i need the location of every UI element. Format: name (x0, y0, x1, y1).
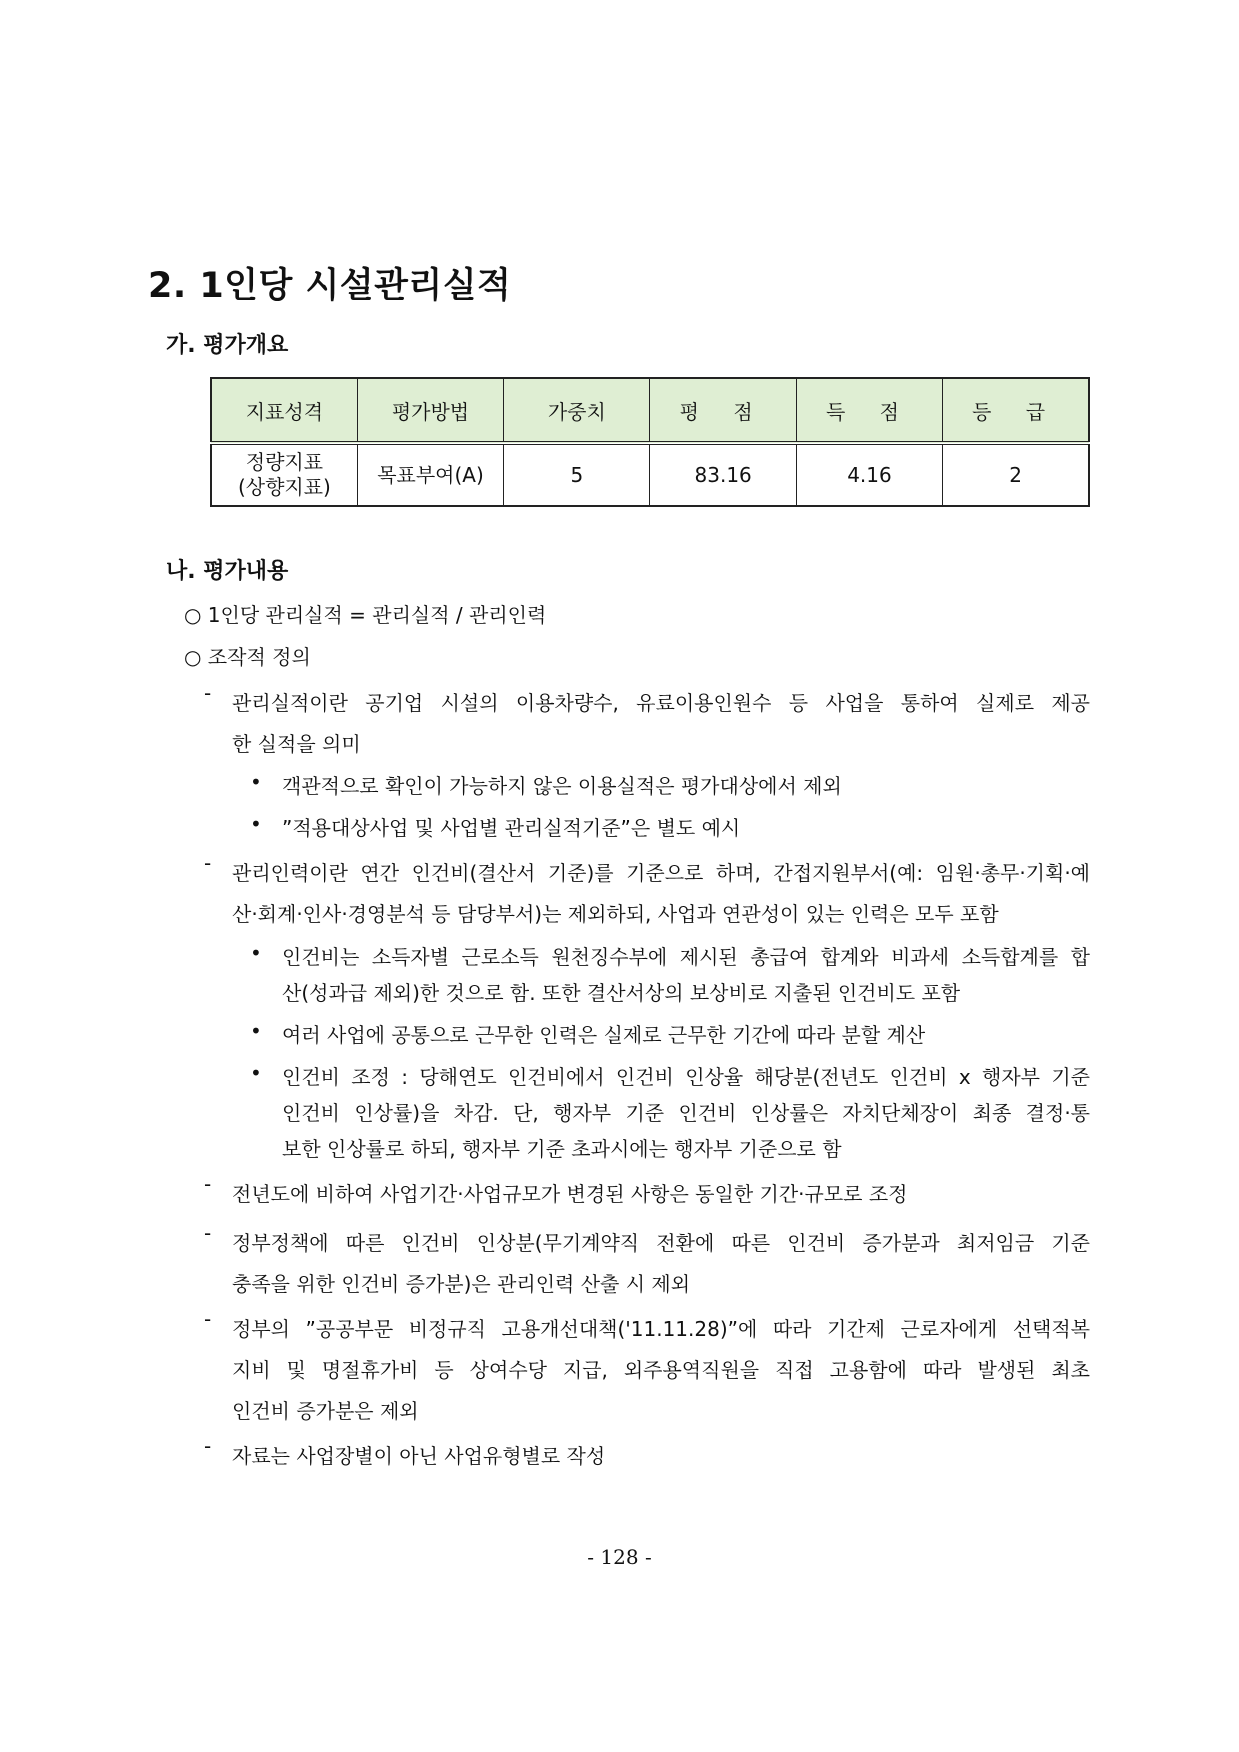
nature-line-1: 정량지표 (245, 450, 324, 474)
dash-2-line-2: 산·회계·인사·경영분석 등 담당부서)는 제외하되, 사업과 연관성이 있는 인력은 모두 포함 (232, 902, 999, 926)
bullet-2 (252, 812, 1090, 841)
dash-6-text: - 자료는 사업장별이 아닌 사업유형별로 작성 (232, 1444, 606, 1468)
bullet-1-text: • 객관적으로 확인이 가능하지 않은 이용실적은 평가대상에서 제외 (282, 774, 842, 798)
definition-dash-4 (208, 1227, 1090, 1256)
table-row (211, 443, 1089, 506)
definition-dash-6 (208, 1440, 1090, 1469)
dash-2-line-1: - 관리인력이란 연간 인건비(결산서 기준)를 기준으로 하며, 간접지원부서(예: 임원·총무·기획·예 (232, 861, 1090, 885)
definition-dash-5 (208, 1313, 1090, 1342)
bullet-2-text: • ”적용대상사업 및 사업별 관리실적기준”은 별도 예시 (282, 816, 741, 840)
dash-4-line-2: 충족을 위한 인건비 증가분)은 관리인력 산출 시 제외 (232, 1272, 691, 1296)
bullet-5-line-2: 인건비 인상률)을 차감. 단, 행자부 기준 인건비 인상률은 자치단체장이 최종 결정·통 (282, 1101, 1090, 1125)
header-score: 득 점 (796, 378, 942, 443)
dash-5-line-2: 지비 및 명절휴가비 등 상여수당 지급, 외주용역직원을 직접 고용함에 따라 발생된 최초 (232, 1358, 1090, 1382)
bullet-3 (252, 941, 1090, 970)
dash-5-line-1: - 정부의 ”공공부문 비정규직 고용개선대책('11.11.28)”에 따라 기간제 근로자에게 선택적복 (232, 1317, 1090, 1341)
bullet-1 (252, 770, 1090, 799)
dash-5-line-3: 인건비 증가분은 제외 (232, 1399, 419, 1423)
header-indicator-nature: 지표성격 (211, 378, 357, 443)
cell-grade: 2 (943, 443, 1089, 506)
definition-item: ○ 조작적 정의 (184, 645, 311, 669)
subsection-overview-heading: 가. 평가개요 (166, 333, 289, 358)
dash-4-line-1: - 정부정책에 따른 인건비 인상분(무기계약직 전환에 따른 인건비 증가분과 최저임금 기준 (232, 1231, 1090, 1255)
header-rating: 평 점 (650, 378, 796, 443)
cell-weight: 5 (504, 443, 650, 506)
header-weight: 가중치 (504, 378, 650, 443)
bullet-4 (252, 1019, 1090, 1048)
dash-3-text: - 전년도에 비하여 사업기간·사업규모가 변경된 사항은 동일한 기간·규모로 조정 (232, 1182, 908, 1206)
nature-line-2: (상향지표) (237, 475, 331, 499)
definition-dash-3 (208, 1178, 1090, 1207)
page-number: - 128 - (587, 1545, 652, 1569)
table-header-row (211, 378, 1089, 443)
definition-dash-1 (208, 687, 1090, 716)
bullet-3-line-2: 산(성과급 제외)한 것으로 함. 또한 결산서상의 보상비로 지출된 인건비도 포함 (282, 981, 961, 1005)
dash-1-line-1: - 관리실적이란 공기업 시설의 이용차량수, 유료이용인원수 등 사업을 통하여 실제로 제공 (232, 691, 1090, 715)
bullet-5-line-1: • 인건비 조정 : 당해연도 인건비에서 인건비 인상율 해당분(전년도 인건비 x 행자부 기준 (282, 1065, 1090, 1089)
cell-score: 4.16 (796, 443, 942, 506)
formula-item: ○ 1인당 관리실적 = 관리실적 / 관리인력 (184, 603, 547, 627)
cell-indicator-nature (211, 443, 357, 506)
evaluation-overview-table (210, 377, 1090, 507)
bullet-4-text: • 여러 사업에 공통으로 근무한 인력은 실제로 근무한 기간에 따라 분할 계산 (282, 1023, 926, 1047)
bullet-5-line-3: 보한 인상률로 하되, 행자부 기준 초과시에는 행자부 기준으로 함 (282, 1137, 842, 1161)
cell-method: 목표부여(A) (357, 443, 503, 506)
bullet-5 (252, 1061, 1090, 1090)
cell-rating: 83.16 (650, 443, 796, 506)
section-title: 2. 1인당 시설관리실적 (148, 266, 512, 306)
header-evaluation-method: 평가방법 (357, 378, 503, 443)
bullet-3-line-1: • 인건비는 소득자별 근로소득 원천징수부에 제시된 총급여 합계와 비과세 소득합계를 합 (282, 945, 1090, 969)
dash-1-line-2: 한 실적을 의미 (232, 732, 361, 756)
header-grade: 등 급 (943, 378, 1089, 443)
definition-dash-2 (208, 857, 1090, 886)
subsection-content-heading: 나. 평가내용 (166, 559, 289, 584)
